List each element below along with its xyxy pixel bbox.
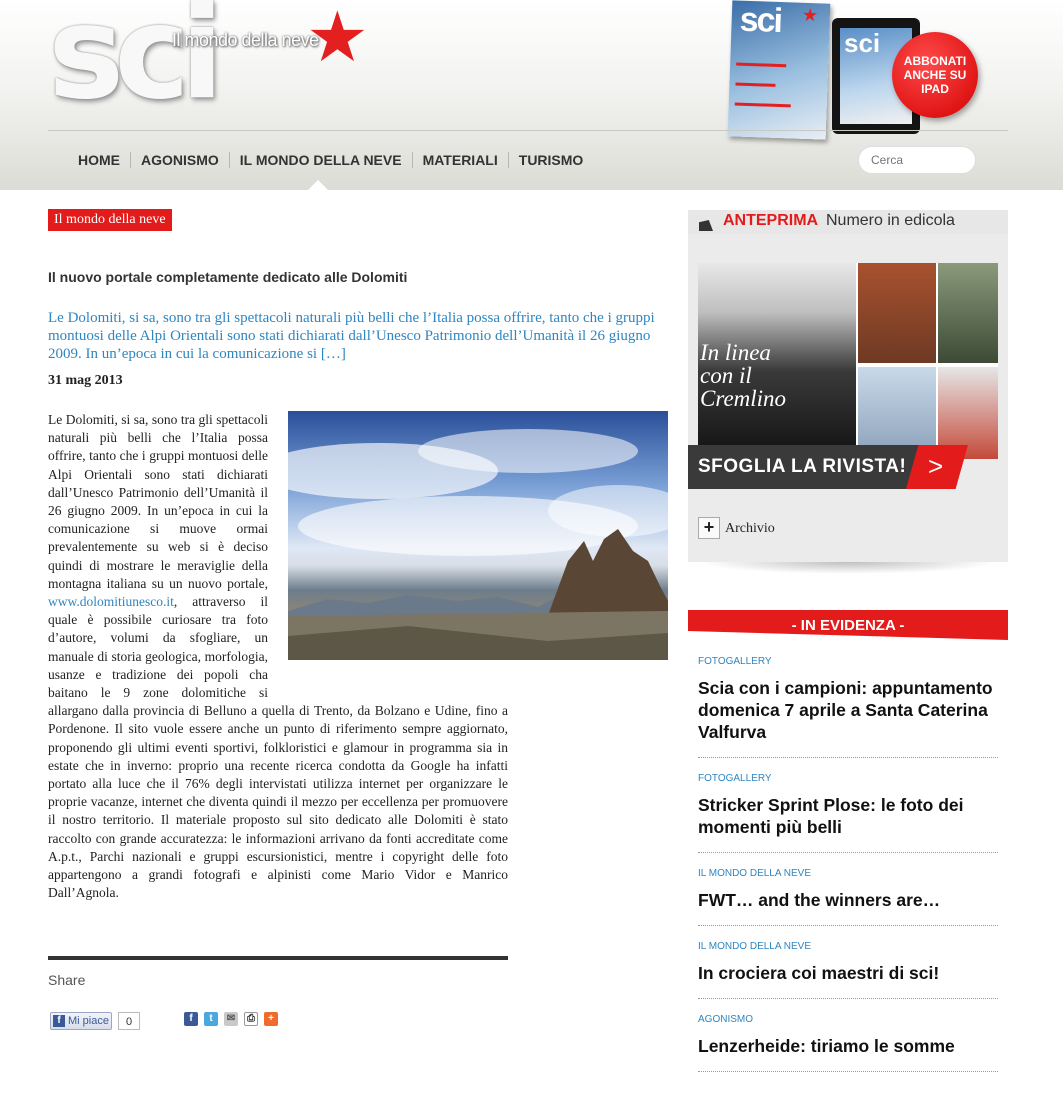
evidenza-item[interactable]: [698, 941, 998, 999]
email-icon[interactable]: ✉: [224, 1012, 238, 1026]
cover-line: [735, 102, 791, 107]
browse-magazine-button[interactable]: [688, 445, 968, 489]
preview-headline: [700, 341, 786, 410]
browse-magazine-label: SFOGLIA LA RIVISTA!: [698, 456, 907, 477]
preview-photo-tile: [938, 263, 998, 363]
magazine-preview[interactable]: [698, 263, 998, 459]
archive-plus-button[interactable]: [698, 517, 720, 539]
print-icon[interactable]: ⎙: [244, 1012, 258, 1026]
article-title[interactable]: Il nuovo portale completamente dedicato alle Dolomiti: [48, 269, 408, 285]
share-divider: [48, 956, 508, 960]
preview-photo-tile: [858, 263, 936, 363]
more-icon[interactable]: +: [264, 1012, 278, 1026]
header-divider: [48, 130, 1008, 131]
evidenza-item-title[interactable]: FWT… and the winners are…: [698, 890, 941, 910]
facebook-icon[interactable]: f: [184, 1012, 198, 1026]
subscribe-ipad-label: ABBONATI ANCHE SU IPAD: [903, 54, 967, 96]
evidenza-item-title[interactable]: Scia con i campioni: appuntamento domenica 7 aprile a Santa Caterina Valfurva: [698, 678, 993, 742]
article-body-text: Le Dolomiti, si sa, sono tra gli spettacoli naturali più belli che l’Italia possa offrire, tanto che i gruppi montuosi delle Alpi Orientali sono stati dichiarati dall’Unesco Patrimonio dell’Umanità il 26 giugno 2009. In un’epoca in cui la comunicazione si muove ormai prevalentemente su web si è deciso quindi di mostrare le meraviglie della montagna italiana su un nuovo portale,: [48, 412, 268, 591]
article-body-text-cont: , attraverso il quale è possibile curiosare tra foto d’autore, volumi da sfogliare, un manuale di storia geologica, morfologia, usanze e tradizione dei popoli cha baitano le 9 zone dolomitiche si allargano dalla provincia di Belluno a quella di Trento, da Bolzano e Udine, fino a Pordenone. Il sito vuole essere anche un punto di riferimento sempre aggiornato, proponendo gli ultimi eventi sportivi, folkloristici e glamour in programma sia in estate che in inverno: proprio una recente ricerca condotta da Google ha infatti portato alla luce che il 76% degli intervistati utilizza internet per organizzare le proprie vacanze, internet che diventa quindi il mezzo per eccellenza per promuovere il nostro territorio. Il materiale proposto sul sito dedicato alle Dolomiti è stato raccolto con grande accuratezza: le informazioni arrivano da fonti accreditate come A.p.t., Parchi nazionali e gruppi escursionistici, mentre i copyright delle foto appartengono a grandi fotografi e alpinisti come Mario Vidor e Manrico Dall’Agnola.: [48, 594, 508, 901]
cover-line: [736, 63, 786, 68]
evidenza-title: - IN EVIDENZA -: [791, 617, 905, 634]
nav-item-home[interactable]: HOME: [68, 152, 131, 168]
preview-headline-line: Cremlino: [700, 386, 787, 411]
evidenza-item-title[interactable]: Stricker Sprint Plose: le foto dei momenti più belli: [698, 795, 964, 837]
evidenza-item-category[interactable]: AGONISMO: [698, 1014, 754, 1025]
photo-spacer: [268, 411, 508, 693]
evidenza-item-category[interactable]: FOTOGALLERY: [698, 773, 772, 784]
anteprima-title: ANTEPRIMA: [723, 212, 819, 229]
evidenza-item[interactable]: [698, 773, 998, 853]
like-count: 0: [118, 1012, 140, 1030]
facebook-like-button[interactable]: [50, 1012, 112, 1030]
logo-wordmark: sci: [48, 0, 214, 128]
plus-icon: +: [703, 517, 715, 537]
nav-item-agonismo[interactable]: AGONISMO: [131, 152, 230, 168]
active-nav-pointer: [308, 180, 328, 190]
evidenza-item-category[interactable]: IL MONDO DELLA NEVE: [698, 941, 811, 952]
nav-item-materiali[interactable]: MATERIALI: [413, 152, 509, 168]
evidenza-item[interactable]: [698, 1014, 998, 1072]
facebook-icon: f: [53, 1015, 65, 1027]
article-excerpt[interactable]: Le Dolomiti, si sa, sono tra gli spettacoli naturali più belli che l’Italia possa offrire, tanto che i gruppi montuosi delle Alpi Orientali sono stati dichiarati dall’Unesco Patrimonio dell’Umanità il 26 giugno 2009. In un’epoca in cui la comunicazione si […]: [48, 310, 655, 362]
preview-headline-line: con il: [700, 363, 752, 388]
star-icon: ★: [306, 0, 369, 76]
like-label: Mi piace: [68, 1015, 109, 1027]
nav-item-mondo-della-neve[interactable]: IL MONDO DELLA NEVE: [230, 152, 413, 168]
anteprima-subtitle: Numero in edicola: [826, 212, 955, 229]
nav-item-turismo[interactable]: TURISMO: [518, 152, 584, 168]
article-body: [48, 411, 508, 902]
logo-tagline: Il mondo della neve: [172, 30, 319, 50]
subscribe-ipad-button[interactable]: [892, 32, 978, 118]
evidenza-item-category[interactable]: IL MONDO DELLA NEVE: [698, 868, 811, 879]
magazine-cover[interactable]: [728, 0, 831, 139]
dolomiti-unesco-link[interactable]: www.dolomitiunesco.it: [48, 594, 174, 610]
box-shadow: [698, 562, 998, 574]
evidenza-item[interactable]: [698, 868, 998, 926]
evidenza-item-category[interactable]: FOTOGALLERY: [698, 656, 772, 667]
chevron-right-icon: >: [928, 451, 944, 481]
twitter-icon[interactable]: t: [204, 1012, 218, 1026]
cover-line: [735, 82, 775, 86]
search-input[interactable]: [858, 146, 976, 174]
star-icon: ★: [801, 4, 819, 26]
archive-link[interactable]: Archivio: [725, 521, 775, 536]
magazine-cover-title: sci: [739, 0, 782, 41]
site-logo[interactable]: [48, 2, 368, 127]
site-header: [0, 0, 1063, 190]
preview-headline-line: In linea: [700, 340, 771, 365]
evidenza-item-title[interactable]: Lenzerheide: tiriamo le somme: [698, 1036, 955, 1056]
category-badge[interactable]: Il mondo della neve: [48, 209, 172, 231]
evidenza-item-title[interactable]: In crociera coi maestri di sci!: [698, 963, 940, 983]
article-date: 31 mag 2013: [48, 373, 123, 388]
main-nav: [68, 146, 593, 174]
evidenza-item[interactable]: [698, 656, 998, 758]
share-label: Share: [48, 972, 86, 988]
ipad-screen-title: sci: [844, 28, 881, 58]
